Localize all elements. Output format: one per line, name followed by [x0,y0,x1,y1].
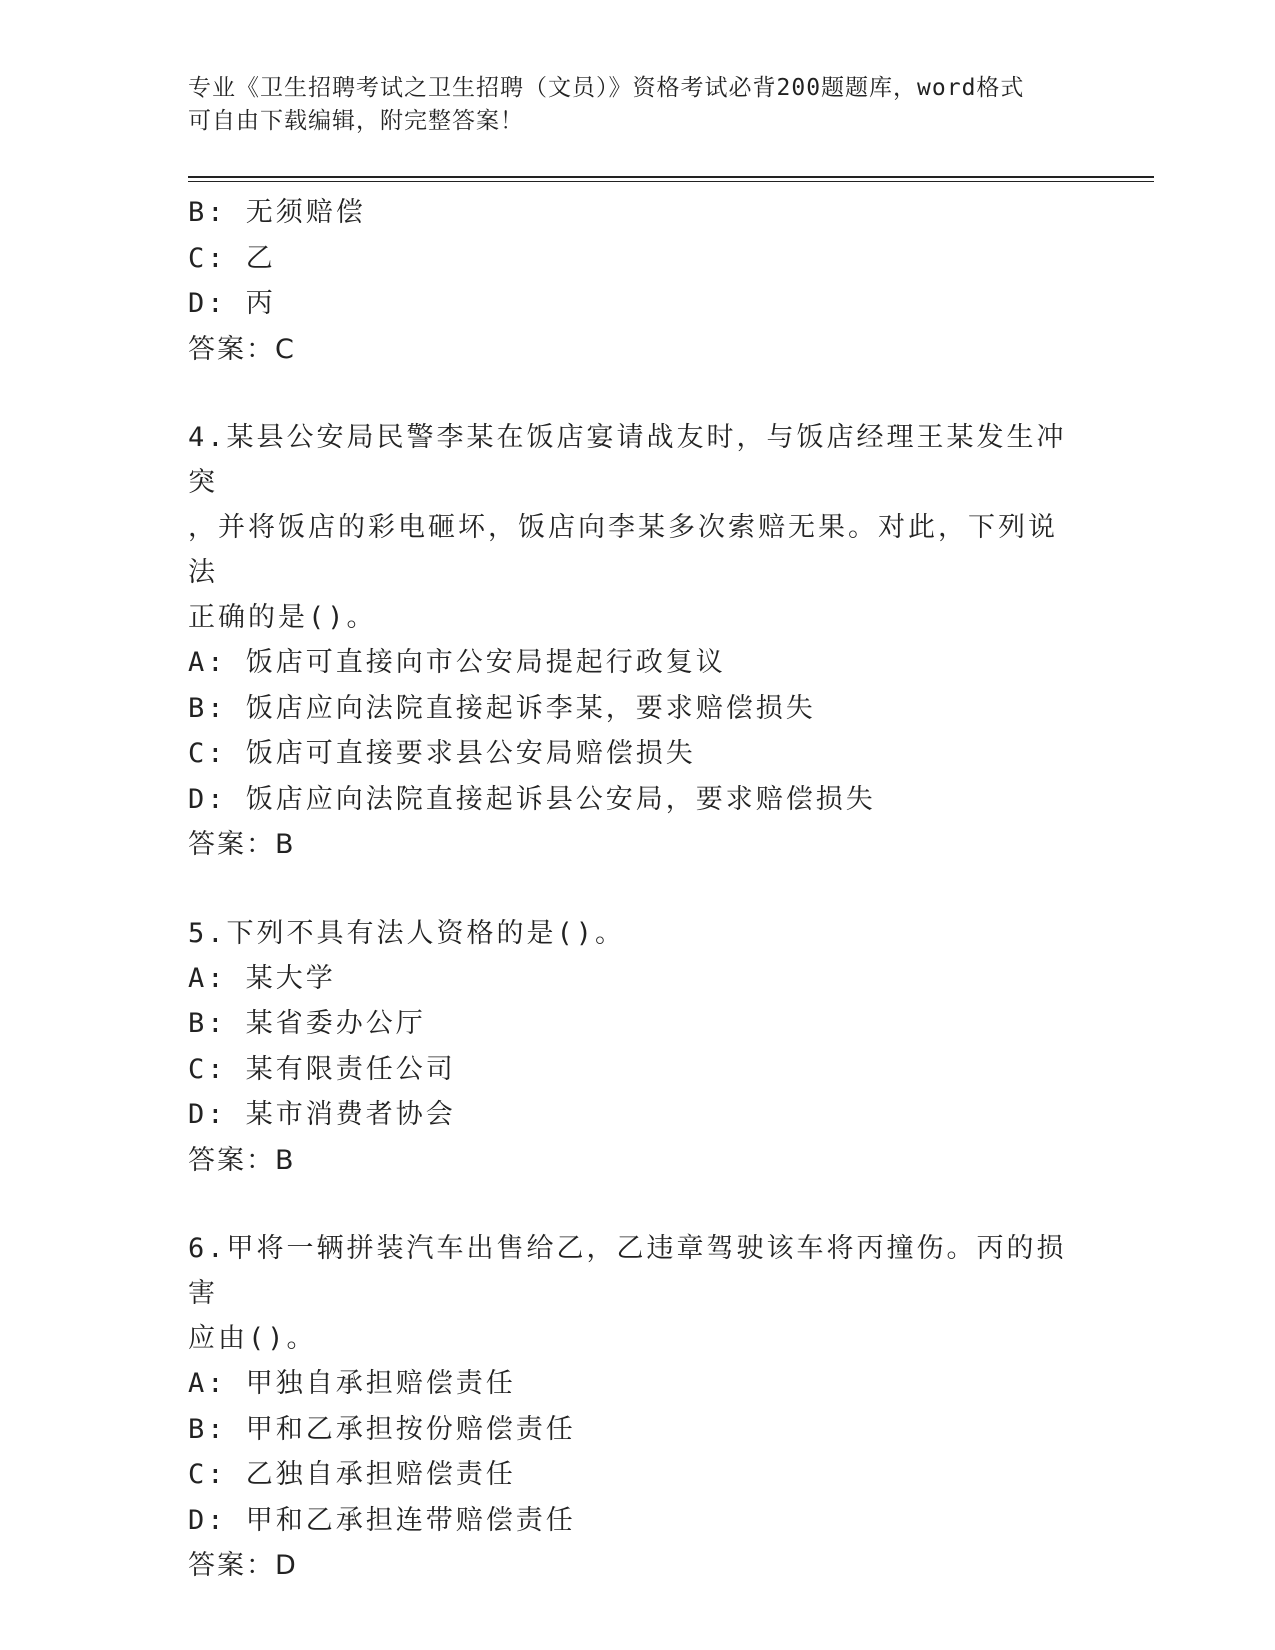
header-line-1: 专业《卫生招聘考试之卫生招聘（文员）》资格考试必背200题题库，word格式 [188,75,1025,101]
option-a: A: 饭店可直接向市公安局提起行政复议 [188,647,726,678]
question-4 [188,415,1068,868]
document-body [188,190,1068,1589]
header-line-2: 可自由下载编辑，附完整答案！ [188,108,524,134]
header-divider-thin [188,181,1154,182]
option-b: B: 某省委办公厅 [188,1008,426,1039]
option-c: C: 饭店可直接要求县公安局赔偿损失 [188,738,696,769]
option-d: D: 某市消费者协会 [188,1099,456,1130]
question-5 [188,911,1068,1184]
option-d: D: 甲和乙承担连带赔偿责任 [188,1504,576,1536]
question-stem-line: 正确的是()。 [188,602,377,633]
question-3-tail [188,190,1068,372]
question-stem-line: 4.某县公安局民警李某在饭店宴请战友时，与饭店经理王某发生冲突 [188,422,1067,498]
option-b: B: 无须赔偿 [188,197,366,228]
answer-line: 答案：C [188,333,296,365]
answer-line: 答案：B [188,1144,296,1176]
option-a: A: 甲独自承担赔偿责任 [188,1368,516,1399]
question-stem-line: 5.下列不具有法人资格的是()。 [188,917,626,949]
answer-line: 答案：B [188,829,296,860]
option-b: B: 甲和乙承担按份赔偿责任 [188,1413,576,1445]
option-b: B: 饭店应向法院直接起诉李某，要求赔偿损失 [188,692,816,724]
option-c: C: 某有限责任公司 [188,1053,456,1085]
page-header [188,72,1068,138]
header-divider-thick [188,176,1154,178]
option-a: A: 某大学 [188,962,336,994]
option-c: C: 乙独自承担赔偿责任 [188,1459,516,1490]
option-d: D: 饭店应向法院直接起诉县公安局，要求赔偿损失 [188,783,876,815]
question-stem-line: ，并将饭店的彩电砸坏，饭店向李某多次索赔无果。对此，下列说法 [188,512,1058,588]
option-d: D: 丙 [188,288,276,319]
answer-line: 答案：D [188,1550,298,1581]
question-stem-line: 6.甲将一辆拼装汽车出售给乙，乙违章驾驶该车将丙撞伤。丙的损害 [188,1233,1067,1309]
question-6 [188,1226,1068,1589]
option-c: C: 乙 [188,242,276,274]
question-stem-line: 应由()。 [188,1323,317,1354]
